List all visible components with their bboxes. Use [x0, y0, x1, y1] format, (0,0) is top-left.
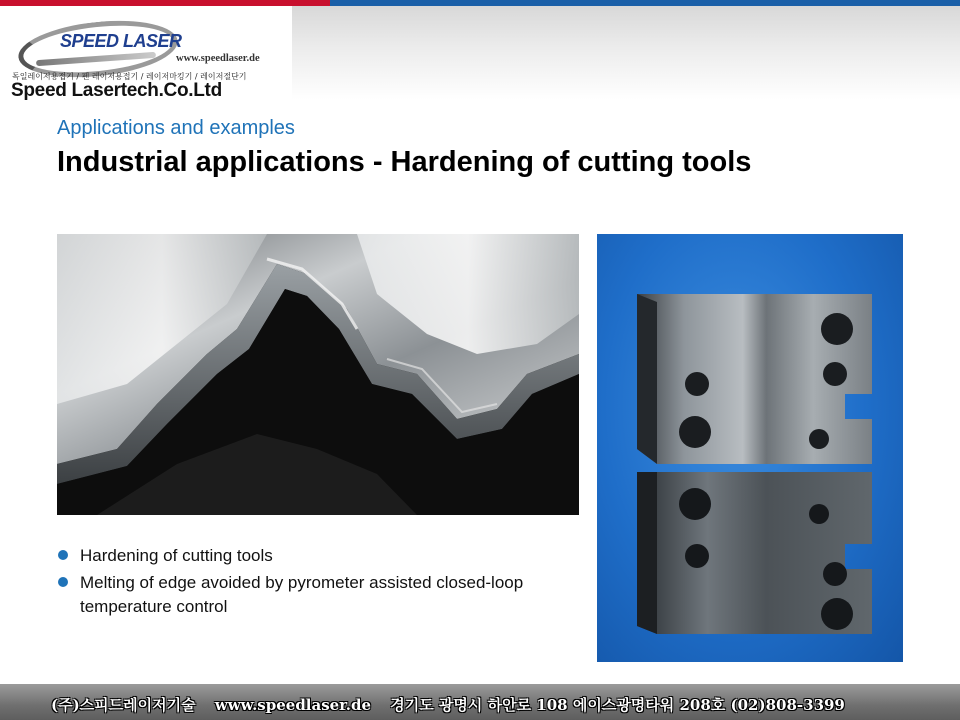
- logo-company-name: Speed Lasertech.Co.Ltd: [11, 80, 222, 101]
- footer-bar: [0, 684, 960, 720]
- tool-block-illustration: [597, 234, 903, 662]
- bullet-dot-icon: [58, 550, 68, 560]
- bullet-list: [57, 544, 557, 622]
- bullet-item: [57, 544, 557, 568]
- logo-korean-tagline: 독일레이저용접기 / 펜 레이저용접기 / 레이저마킹기 / 레이저절단기: [12, 72, 247, 81]
- bullet-text: Hardening of cutting tools: [80, 546, 273, 565]
- bullet-dot-icon: [58, 577, 68, 587]
- company-logo: [8, 14, 288, 104]
- header-gradient-band: [292, 6, 960, 100]
- section-title: Applications and examples: [57, 117, 295, 139]
- hardened-tool-block-photo: [597, 234, 903, 662]
- footer-address: 경기도 광명시 하안로 108 에이스광명타워 208호 (02)808-3399: [390, 696, 845, 714]
- cutting-tool-edge-photo: [57, 234, 579, 515]
- cutting-tool-edge-illustration: [57, 234, 579, 515]
- footer-company: (주)스피드레이저기술: [51, 696, 196, 714]
- bullet-item: [57, 571, 557, 619]
- top-stripe-red: [0, 0, 330, 6]
- logo-wordmark: SPEED LASER: [60, 31, 182, 51]
- bullet-text: Melting of edge avoided by pyrometer assisted closed-loop temperature control: [80, 573, 524, 616]
- logo-url: www.speedlaser.de: [176, 53, 260, 64]
- footer-website: www.speedlaser.de: [214, 696, 371, 714]
- page-title: Industrial applications - Hardening of cutting tools: [57, 146, 752, 178]
- footer-contact: [51, 694, 859, 715]
